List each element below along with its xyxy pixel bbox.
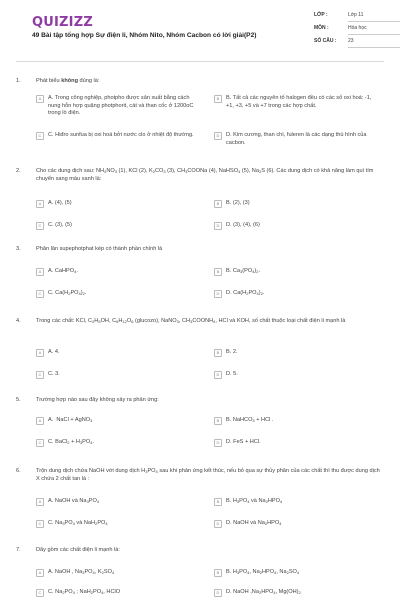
option-letter: B bbox=[214, 349, 222, 357]
question-7 bbox=[16, 547, 384, 600]
option-text: A. NaCl + AgNO$_3$ bbox=[48, 417, 93, 423]
option-text: A. Trong công nghiệp, photpho được sản xuất bằng cách nung hỗn hợp quặng photphorit, cát và than cốc ở 1200oC trong lò điện. bbox=[48, 95, 194, 117]
question-number: 4. bbox=[16, 318, 21, 324]
question-number: 7. bbox=[16, 547, 21, 553]
question-6 bbox=[16, 468, 384, 540]
option-b[interactable] bbox=[214, 349, 374, 357]
option-letter: B bbox=[214, 569, 222, 577]
option-text: D. NaOH và $Na_2HPO_4$ bbox=[226, 520, 282, 526]
option-text: B. 2. bbox=[226, 349, 238, 355]
question-text: Trường hợp nào sau đây không xảy ra phản ứng: bbox=[36, 397, 159, 403]
option-letter: D bbox=[214, 371, 222, 379]
option-text: A. NaOH , $Na_3PO_4$, $K_2SO_4$ bbox=[48, 569, 115, 575]
question-count-label: SỐ CÂU : bbox=[314, 38, 337, 44]
option-text: C. $Ca(H_2PO_4)_2$. bbox=[48, 290, 87, 296]
option-b[interactable] bbox=[214, 268, 374, 276]
question-text: Phân lân supephotphat kép có thành phần chính là bbox=[36, 246, 163, 252]
option-text: C. (3), (5) bbox=[48, 222, 72, 228]
option-text: C. 3. bbox=[48, 371, 60, 377]
option-letter: A bbox=[36, 95, 44, 103]
option-text: A. NaOH và $Na_3PO_4$ bbox=[48, 498, 100, 504]
option-a[interactable] bbox=[36, 417, 196, 425]
option-text: D. Kim cương, than chì, fuleren là các dạng thù hình của cacbon. bbox=[226, 132, 367, 146]
option-letter: C bbox=[36, 439, 44, 447]
option-text: C. BaCl$_2$ + $H_3PO_4$. bbox=[48, 439, 95, 445]
option-letter: A bbox=[36, 417, 44, 425]
option-c[interactable] bbox=[36, 222, 196, 230]
option-d[interactable] bbox=[214, 132, 374, 147]
option-d[interactable] bbox=[214, 520, 374, 528]
option-text: D. FeS + HCl. bbox=[226, 439, 261, 445]
option-text: A. (4), (5) bbox=[48, 200, 72, 206]
question-3 bbox=[16, 246, 384, 308]
class-label: LỚP : bbox=[314, 12, 328, 18]
option-a[interactable] bbox=[36, 498, 196, 506]
option-letter: A bbox=[36, 569, 44, 577]
option-d[interactable] bbox=[214, 290, 374, 298]
question-number: 1. bbox=[16, 78, 21, 84]
option-text: D. NaOH $,Na_2HPO_4$, $Mg(OH)_2$ bbox=[226, 589, 301, 595]
option-letter: A bbox=[36, 200, 44, 208]
option-letter: C bbox=[36, 132, 44, 140]
option-c[interactable] bbox=[36, 589, 196, 597]
option-c[interactable] bbox=[36, 439, 196, 447]
worksheet-header bbox=[16, 0, 384, 62]
subject-label: MÔN : bbox=[314, 25, 329, 31]
option-text: C. Hiđro sunfua bị oxi hoá bởi nước clo ở nhiệt độ thường. bbox=[48, 132, 194, 138]
option-letter: D bbox=[214, 222, 222, 230]
option-d[interactable] bbox=[214, 371, 374, 379]
option-text: D. $Ca(H_2PO_4)_2$. bbox=[226, 290, 265, 296]
option-c[interactable] bbox=[36, 520, 196, 528]
option-letter: D bbox=[214, 439, 222, 447]
class-row bbox=[314, 12, 400, 25]
option-text: B. NaHCO$_3$ + HCl . bbox=[226, 417, 274, 423]
option-a[interactable] bbox=[36, 349, 196, 357]
option-text: D. 5. bbox=[226, 371, 238, 377]
question-text: Trộn dung dịch chứa NaOH với dung dịch $H_3PO_4$ sau khi phản ứng kết thúc, nếu bỏ qua sự thủy phân của các chất thì thu được dung dịch X chứa 2 chất tan là : bbox=[36, 468, 380, 482]
option-letter: C bbox=[36, 589, 44, 597]
question-text: Cho các dung dịch sau: $NH_4NO_3$ (1), KCl (2), $K_2CO_3$ (3), $CH_3COONa$ (4), NaHSO$_4$ (5), $Na_2S$ (6). Các dung dịch có khả năng làm quì tím chuyển sang màu xanh là: bbox=[36, 168, 374, 182]
option-text: B. $Ca_3(PO_4)_2$. bbox=[226, 268, 261, 274]
option-text: D. (3), (4), (6) bbox=[226, 222, 260, 228]
option-letter: D bbox=[214, 589, 222, 597]
option-c[interactable] bbox=[36, 371, 196, 379]
question-number: 3. bbox=[16, 246, 21, 252]
class-value: Lớp 11 bbox=[348, 12, 400, 22]
question-number: 5. bbox=[16, 397, 21, 403]
question-2 bbox=[16, 168, 384, 238]
subject-value: Hóa học bbox=[348, 25, 400, 35]
option-c[interactable] bbox=[36, 132, 196, 140]
option-text: C. $Na_3PO_4$ và $NaH_2PO_4$ bbox=[48, 520, 108, 526]
question-5 bbox=[16, 397, 384, 459]
option-d[interactable] bbox=[214, 589, 374, 597]
question-count-value: 23 bbox=[348, 38, 400, 48]
option-letter: C bbox=[36, 371, 44, 379]
option-text: C. $Na_2PO_4$ ; $NaH_2PO_4$, HClO bbox=[48, 589, 121, 595]
option-text: B. Tất cả các nguyên tố halogen đều có các số oxi hoá: -1, +1, +3, +5 và +7 trong các hợp chất. bbox=[226, 95, 372, 109]
option-letter: A bbox=[36, 498, 44, 506]
option-c[interactable] bbox=[36, 290, 196, 298]
option-b[interactable] bbox=[214, 417, 374, 425]
option-letter: B bbox=[214, 498, 222, 506]
option-letter: B bbox=[214, 268, 222, 276]
question-count-row bbox=[314, 38, 400, 51]
option-text: B. $H_3PO_4$, $Na_2HPO_4$, $Na_2SO_4$ bbox=[226, 569, 300, 575]
option-letter: A bbox=[36, 349, 44, 357]
question-1 bbox=[16, 78, 384, 158]
question-text: Dãy gồm các chất điện li mạnh là: bbox=[36, 547, 120, 553]
option-text: A. 4. bbox=[48, 349, 60, 355]
worksheet-meta bbox=[314, 12, 400, 51]
option-a[interactable] bbox=[36, 268, 196, 276]
option-text: B. (2), (3) bbox=[226, 200, 250, 206]
worksheet-title: 49 Bài tập tổng hợp Sự điện li, Nhóm Nito, Nhóm Cacbon có lời giải(P2) bbox=[32, 32, 257, 39]
option-b[interactable] bbox=[214, 95, 374, 110]
option-text: A. CaHPO$_4$. bbox=[48, 268, 78, 274]
option-b[interactable] bbox=[214, 569, 374, 577]
option-d[interactable] bbox=[214, 222, 374, 230]
option-a[interactable] bbox=[36, 200, 196, 208]
question-number: 2. bbox=[16, 168, 21, 174]
question-text: Phát biểu không đúng là: bbox=[36, 78, 100, 84]
option-d[interactable] bbox=[214, 439, 374, 447]
option-letter: C bbox=[36, 222, 44, 230]
option-b[interactable] bbox=[214, 200, 374, 208]
option-b[interactable] bbox=[214, 498, 374, 506]
subject-row bbox=[314, 25, 400, 38]
question-4 bbox=[16, 318, 384, 390]
quizizz-logo: QUIZIZZ bbox=[32, 15, 93, 30]
option-letter: B bbox=[214, 417, 222, 425]
option-letter: B bbox=[214, 95, 222, 103]
option-a[interactable] bbox=[36, 569, 196, 577]
option-a[interactable] bbox=[36, 95, 196, 118]
option-letter: D bbox=[214, 290, 222, 298]
option-text: B. $H_3PO_4$ và $Na_2HPO_4$ bbox=[226, 498, 283, 504]
question-number: 6. bbox=[16, 468, 21, 474]
option-letter: C bbox=[36, 290, 44, 298]
option-letter: A bbox=[36, 268, 44, 276]
question-text: Trong các chất: KCl, $C_2H_5OH$, $C_6H_{12}O_6$ (glucozo), NaNO$_3$, $CH_3COONH_4$, HCl và KOH, số chất thuộc loại chất điện li mạnh là bbox=[36, 318, 346, 324]
option-letter: C bbox=[36, 520, 44, 528]
option-letter: B bbox=[214, 200, 222, 208]
option-letter: D bbox=[214, 520, 222, 528]
option-letter: D bbox=[214, 132, 222, 140]
